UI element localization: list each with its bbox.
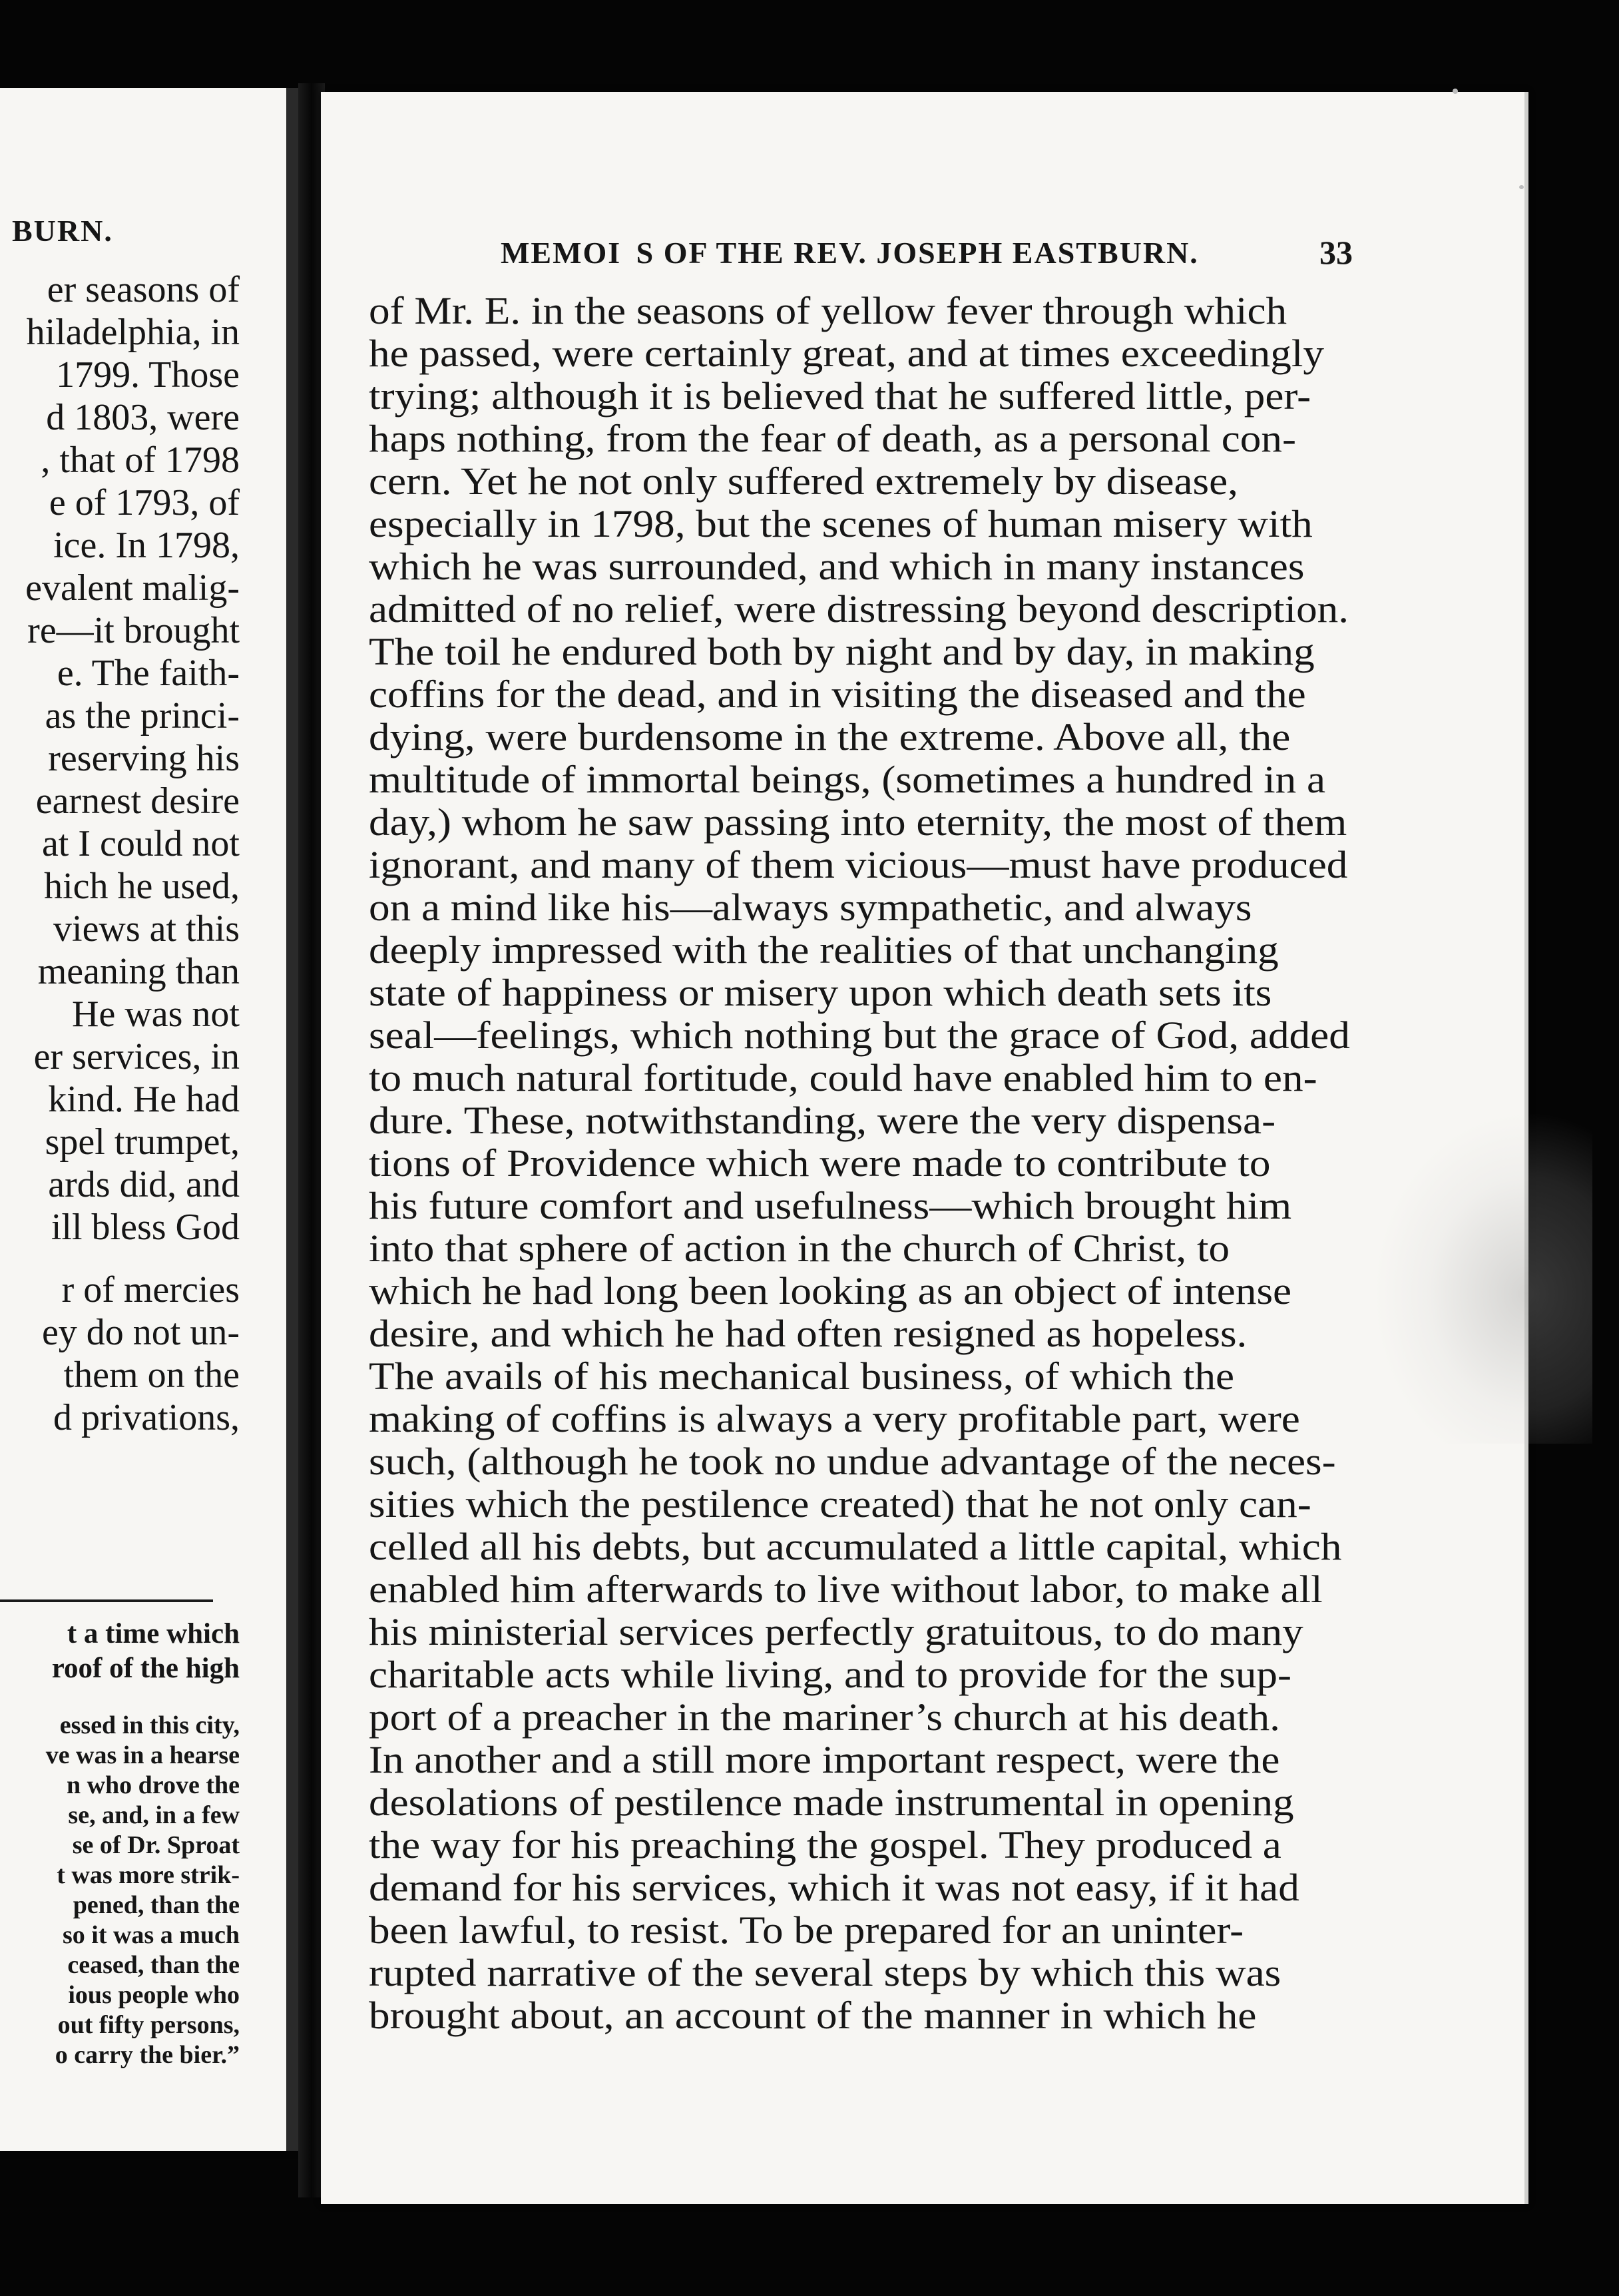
text-line: at I could not xyxy=(41,823,240,864)
text-line: views at this xyxy=(53,908,240,950)
text-line: rupted narrative of the several steps by which this was xyxy=(369,1951,1281,1994)
text-line: 1799. Those xyxy=(56,354,240,396)
text-line: into that sphere of action in the church of Christ, to xyxy=(369,1227,1230,1270)
text-line: In another and a still more important respect, were the xyxy=(369,1738,1280,1781)
text-line: ignorant, and many of them vicious—must have produced xyxy=(369,843,1348,886)
footnote-line: se, and, in a few xyxy=(68,1801,240,1829)
text-line: haps nothing, from the fear of death, as a personal con- xyxy=(369,417,1296,460)
text-line: his future comfort and usefulness—which brought him xyxy=(369,1184,1292,1227)
footnote-line: ceased, than the xyxy=(67,1951,240,1979)
text-line: hich he used, xyxy=(44,866,240,907)
text-line: admitted of no relief, were distressing beyond description. xyxy=(369,587,1349,631)
text-line: desolations of pestilence made instrumental in opening xyxy=(369,1781,1294,1824)
footnote-line: out fifty persons, xyxy=(57,2011,240,2039)
text-line: which he had long been looking as an object of intense xyxy=(369,1269,1292,1312)
text-line: d privations, xyxy=(53,1397,240,1438)
text-line: port of a preacher in the mariner’s church at his death. xyxy=(369,1695,1280,1739)
text-line: ards did, and xyxy=(48,1164,240,1205)
text-line: evalent malig- xyxy=(25,567,240,609)
text-line: earnest desire xyxy=(35,780,240,822)
text-line: r of mercies xyxy=(61,1269,240,1310)
text-line: enabled him afterwards to live without labor, to make all xyxy=(369,1568,1323,1611)
text-line: of Mr. E. in the seasons of yellow fever through which xyxy=(369,289,1287,332)
text-line: them on the xyxy=(63,1354,240,1396)
text-line: hiladelphia, in xyxy=(26,312,240,353)
footnote-line: t a time which xyxy=(67,1618,240,1649)
footnote-line: ve was in a hearse xyxy=(45,1741,240,1769)
footnote-line: t was more strik- xyxy=(57,1861,240,1889)
text-line: demand for his services, which it was not easy, if it had xyxy=(369,1866,1299,1909)
text-line: state of happiness or misery upon which death sets its xyxy=(369,971,1272,1014)
right-page xyxy=(321,92,1528,2204)
text-line: especially in 1798, but the scenes of human misery with xyxy=(369,502,1313,545)
text-line: his ministerial services perfectly gratuitous, to do many xyxy=(369,1610,1303,1653)
footnote-line: n who drove the xyxy=(66,1771,240,1799)
text-line: the way for his preaching the gospel. They produced a xyxy=(369,1823,1281,1866)
text-line: tions of Providence which were made to contribute to xyxy=(369,1141,1271,1185)
text-line: multitude of immortal beings, (sometimes a hundred in a xyxy=(369,758,1326,801)
page-stain xyxy=(1373,1111,1592,1444)
text-line: day,) whom he saw passing into eternity, the most of them xyxy=(369,800,1347,844)
text-line: charitable acts while living, and to provide for the sup- xyxy=(369,1653,1292,1696)
text-line: dure. These, notwithstanding, were the very dispensa- xyxy=(369,1099,1276,1142)
text-line: dying, were burdensome in the extreme. Above all, the xyxy=(369,715,1291,758)
text-line: to much natural fortitude, could have enabled him to en- xyxy=(369,1056,1317,1099)
text-line: coffins for the dead, and in visiting the diseased and the xyxy=(369,673,1306,716)
text-line: been lawful, to resist. To be prepared for an uninter- xyxy=(369,1908,1244,1952)
footnote-rule xyxy=(0,1599,213,1602)
text-line: ey do not un- xyxy=(41,1312,240,1353)
text-line: cern. Yet he not only suffered extremely by disease, xyxy=(369,459,1238,503)
running-head: MEMOI S OF THE REV. JOSEPH EASTBURN. xyxy=(501,236,1199,270)
left-page-running-head: BURN. xyxy=(12,214,113,248)
left-page xyxy=(0,88,298,2151)
text-line: which he was surrounded, and which in many instances xyxy=(369,545,1305,588)
text-line: sities which the pestilence created) that he not only can- xyxy=(369,1482,1311,1526)
text-line: kind. He had xyxy=(48,1079,240,1120)
speck xyxy=(1519,185,1524,189)
text-line: ill bless God xyxy=(51,1207,240,1248)
footnote-line: o carry the bier.” xyxy=(55,2041,240,2069)
speck xyxy=(1453,89,1458,94)
text-line: as the princi- xyxy=(45,695,240,736)
text-line: he passed, were certainly great, and at times exceedingly xyxy=(369,332,1324,375)
footnote-line: se of Dr. Sproat xyxy=(72,1831,240,1859)
text-line: on a mind like his—always sympathetic, and always xyxy=(369,886,1252,929)
footnote-line: roof of the high xyxy=(51,1653,240,1684)
text-line: d 1803, were xyxy=(46,397,240,438)
text-line: e. The faith- xyxy=(57,653,240,694)
text-line: brought about, an account of the manner in which he xyxy=(369,1994,1257,2037)
footnote-line: ious people who xyxy=(68,1981,240,2009)
text-line: e of 1793, of xyxy=(49,482,240,523)
text-line: re—it brought xyxy=(27,610,240,651)
footnote-line: so it was a much xyxy=(62,1921,240,1949)
text-line: The toil he endured both by night and by day, in making xyxy=(369,630,1315,673)
text-line: er seasons of xyxy=(47,269,240,310)
text-line: desire, and which he had often resigned as hopeless. xyxy=(369,1312,1248,1355)
text-line: trying; although it is believed that he suffered little, per- xyxy=(369,374,1311,418)
text-line: celled all his debts, but accumulated a little capital, which xyxy=(369,1525,1342,1568)
text-line: reserving his xyxy=(48,738,240,779)
text-line: er services, in xyxy=(33,1036,240,1077)
footnote-line: essed in this city, xyxy=(59,1711,240,1739)
footnote-line: pened, than the xyxy=(73,1891,240,1919)
text-line: ice. In 1798, xyxy=(53,525,240,566)
text-line: The avails of his mechanical business, of which the xyxy=(369,1354,1235,1398)
text-line: deeply impressed with the realities of that unchanging xyxy=(369,928,1279,972)
page-number: 33 xyxy=(1319,234,1353,271)
text-line: making of coffins is always a very profitable part, were xyxy=(369,1397,1300,1440)
text-line: , that of 1798 xyxy=(41,439,240,481)
text-line: seal—feelings, which nothing but the grace of God, added xyxy=(369,1013,1350,1057)
text-line: such, (although he took no undue advantage of the neces- xyxy=(369,1440,1336,1483)
text-line: spel trumpet, xyxy=(45,1121,240,1163)
text-line: He was not xyxy=(72,994,240,1035)
text-line: meaning than xyxy=(37,951,240,992)
